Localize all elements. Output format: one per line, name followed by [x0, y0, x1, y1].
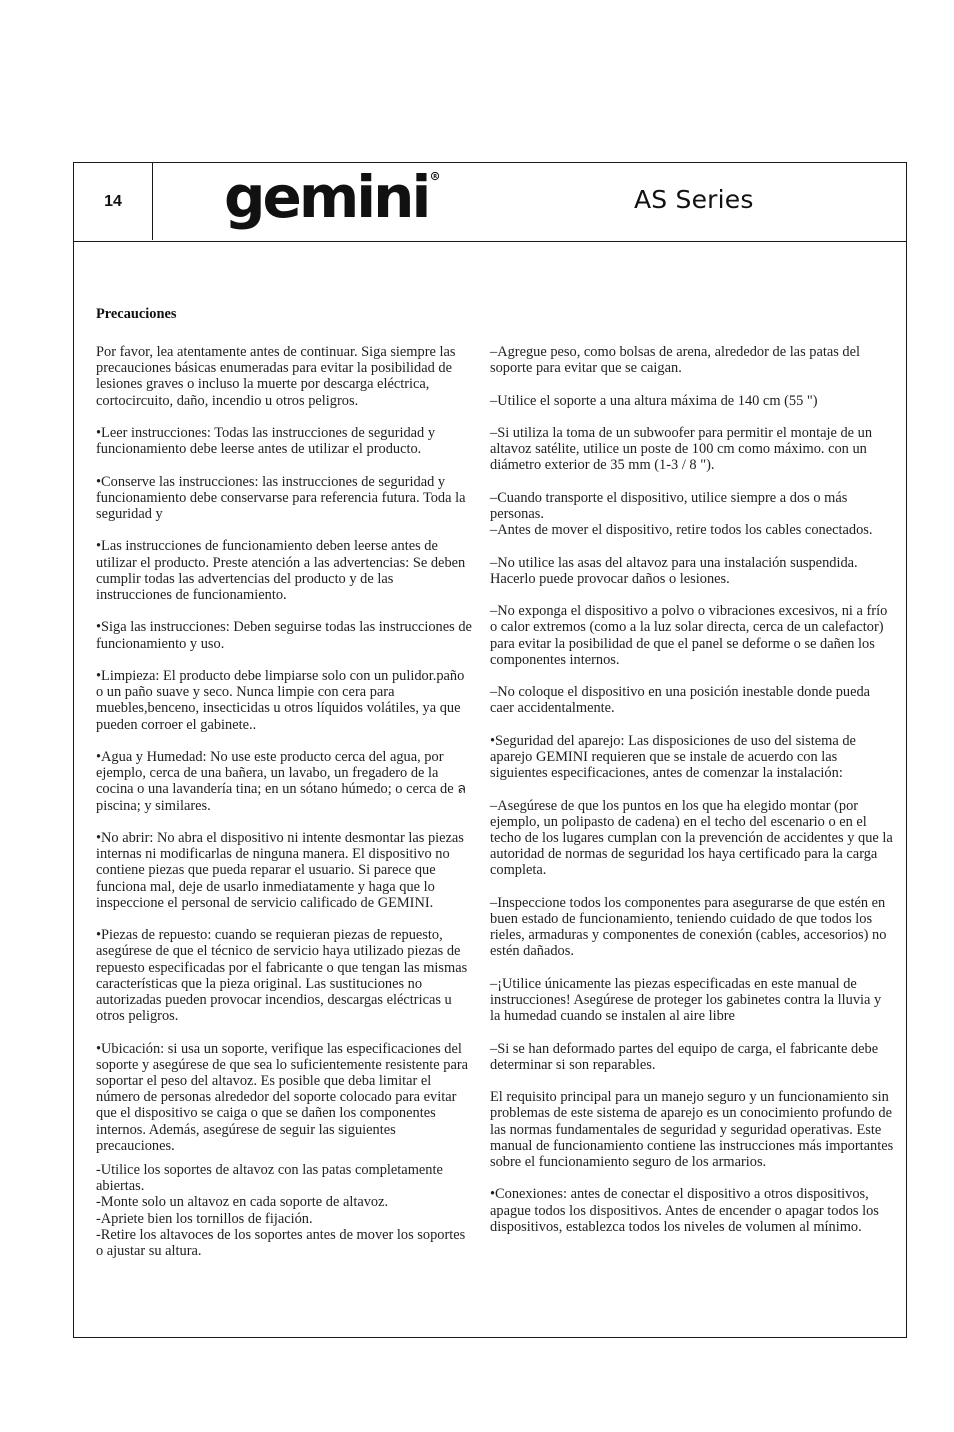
series-title: AS Series	[634, 185, 754, 214]
paragraph: •Ubicación: si usa un soporte, verifique las especificaciones del soporte y asegúrese de que sea lo suficientemente resistente para soportar el peso del altavoz. Es posible que deba limitar el número de personas alrededor del soporte colocado para evitar que el dispositivo se caiga o que se dañen los componentes internos. Además, asegúrese de seguir las siguientes precauciones.	[96, 1040, 469, 1154]
list-item: -Utilice los soportes de altavoz con las patas completamente abiertas.	[96, 1162, 443, 1195]
paragraph: •Las instrucciones de funcionamiento deben leerse antes de utilizar el producto. Preste atención a las advertencias: Se deben cumplir todas las advertencias del producto y de las instrucciones de funcionamiento.	[96, 538, 466, 603]
paragraph: Por favor, lea atentamente antes de continuar. Siga siempre las precauciones básicas enumeradas para evitar la posibilidad de lesiones graves o incluso la muerte por descarga eléctrica, cortocircuito, daño, incendio u otros peligros.	[96, 344, 456, 409]
paragraph: –Inspeccione todos los componentes para asegurarse de que estén en buen estado de funcionamiento, teniendo cuidado de que todos los rieles, armaduras y componentes de conexión (cables, accesorios) no estén dañados.	[490, 894, 887, 960]
list-item: -Apriete bien los tornillos de fijación.	[96, 1210, 313, 1227]
paragraph: –No utilice las asas del altavoz para una instalación suspendida. Hacerlo puede provocar daños o lesiones.	[490, 554, 858, 587]
paragraph: •Leer instrucciones: Todas las instrucciones de seguridad y funcionamiento debe leerse antes de utilizar el producto.	[96, 425, 436, 458]
stand-precautions-list	[96, 1162, 472, 1259]
paragraph: –Si se han deformado partes del equipo de carga, el fabricante debe determinar si son reparables.	[490, 1040, 879, 1073]
left-column	[96, 344, 472, 1275]
right-column	[490, 344, 894, 1251]
paragraph: •Siga las instrucciones: Deben seguirse todas las instrucciones de funcionamiento y uso.	[96, 619, 472, 652]
gemini-logo	[224, 171, 442, 235]
page-header	[74, 163, 906, 242]
paragraph: –Asegúrese de que los puntos en los que ha elegido montar (por ejemplo, un polipasto de cadena) en el techo del escenario o en el techo de los lugares cumplan con la prevención de accidentes y que la autoridad de normas de seguridad los haya certificado para la carga completa.	[490, 797, 893, 879]
list-item: -Monte solo un altavoz en cada soporte de altavoz.	[96, 1194, 389, 1211]
paragraph: –Utilice el soporte a una altura máxima de 140 cm (55 ")	[490, 392, 818, 409]
section-heading: Precauciones	[96, 306, 177, 322]
svg-text:R: R	[433, 174, 438, 180]
paragraph: –Si utiliza la toma de un subwoofer para permitir el montaje de un altavoz satélite, utilice un poste de 100 cm como máximo. con un diámetro exterior de 35 mm (1-3 / 8 ").	[490, 424, 873, 474]
paragraph: •Conexiones: antes de conectar el dispositivo a otros dispositivos, apague todos los dispositivos. Antes de encender o apagar todos los dispositivos, establezca todos los niveles de volumen al mínimo.	[490, 1186, 879, 1235]
list-item: -Retire los altavoces de los soportes antes de mover los soportes o ajustar su altura.	[96, 1226, 466, 1260]
paragraph: –Agregue peso, como bolsas de arena, alrededor de las patas del soporte para evitar que se caigan.	[490, 344, 861, 377]
paragraph: El requisito principal para un manejo seguro y un funcionamiento sin problemas de este sistema de aparejo es un conocimiento profundo de las normas fundamentales de seguridad y seguridad operativas. Este manual de funcionamiento contiene las instrucciones más importantes sobre el funcionamiento seguro de los armarios.	[490, 1089, 894, 1170]
paragraph: •Limpieza: El producto debe limpiarse solo con un pulidor.paño o un paño suave y seco. Nunca limpie con cera para muebles,benceno, insecticidas u otros líquidos volátiles, ya que pueden corroer el gabinete..	[96, 667, 465, 733]
paragraph: –¡Utilice únicamente las piezas especificadas en este manual de instrucciones! Asegúrese de proteger los gabinetes contra la lluvia y la humedad cuando se instalen al aire libre	[490, 975, 882, 1025]
paragraph: •Piezas de repuesto: cuando se requieran piezas de repuesto, asegúrese de que el técnico de servicio haya utilizado piezas de repuesto especificadas por el fabricante o que tengan las mismas características que la pieza original. Las sustituciones no autorizadas pueden provocar incendios, descargas eléctricas u otros peligros.	[96, 927, 468, 1025]
paragraph: •Agua y Humedad: No use este producto cerca del agua, por ejemplo, cerca de una bañera, un lavabo, un fregadero de la cocina o una lavandería tina; en un sótano húmedo; o cerca de ล piscina; y similares.	[96, 748, 467, 814]
logo-wordmark: gemini	[224, 171, 429, 231]
paragraph: •Conserve las instrucciones: las instrucciones de seguridad y funcionamiento debe conservarse para referencia futura. Toda la seguridad y	[96, 473, 466, 522]
paragraph: –Cuando transporte el dispositivo, utilice siempre a dos o más personas. –Antes de mover el dispositivo, retire todos los cables conectados.	[490, 489, 873, 539]
page-number: 14	[74, 163, 153, 240]
paragraph: •Seguridad del aparejo: Las disposiciones de uso del sistema de aparejo GEMINI requieren que se instale de acuerdo con las siguientes especificaciones, antes de comenzar la instalación:	[490, 732, 856, 782]
paragraph: •No abrir: No abra el dispositivo ni intente desmontar las piezas internas ni modificarlas de ninguna manera. El dispositivo no contiene piezas que pueda reparar el usuario. Si parece que funciona mal, deje de usarlo inmediatamente y haga que lo inspeccione el personal de servicio calificado de GEMINI.	[96, 829, 464, 911]
paragraph: –No exponga el dispositivo a polvo o vibraciones excesivos, ni a frío o calor extremos (como a la luz solar directa, cerca de un calefactor) para evitar la posibilidad de que el panel se deforme o se dañen los componentes internos.	[490, 603, 888, 668]
paragraph: –No coloque el dispositivo en una posición inestable donde pueda caer accidentalmente.	[490, 684, 871, 717]
